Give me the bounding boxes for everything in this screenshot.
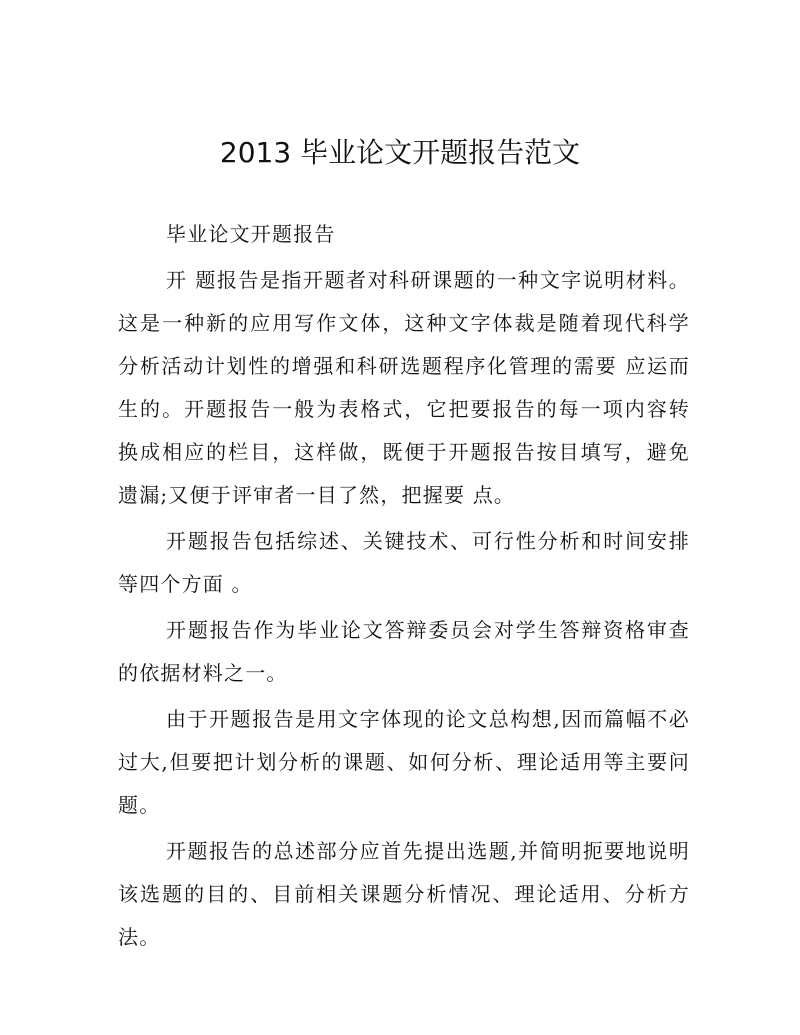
paragraph-definition: 开 题报告是指开题者对科研课题的一种文字说明材料。这是一种新的应用写作文体，这种文字体裁是随着现代科学分析活动计划性的增强和科研选题程序化管理的需要 应运而生的。开题报告一般为表格式，它把要报告的每一项内容转换成相应的栏目，这样做，既便于开题报告按目填写，避免遗漏;又便于评审者一目了然，把握要 点。 xyxy=(118,268,690,507)
paragraph-purpose: 开题报告作为毕业论文答辩委员会对学生答辩资格审查的依据材料之一。 xyxy=(118,618,690,685)
paragraph-subheading: 毕业论文开题报告 xyxy=(166,222,336,246)
document-title: 2013 毕业论文开题报告范文 xyxy=(219,136,581,169)
paragraph-contents: 开题报告包括综述、关键技术、可行性分析和时间安排等四个方面 。 xyxy=(118,529,690,596)
paragraph-summary: 开题报告的总述部分应首先提出选题,并简明扼要地说明该选题的目的、目前相关课题分析情况、理论适用、分析方法。 xyxy=(118,839,690,949)
document-body xyxy=(118,213,690,962)
paragraph-length: 由于开题报告是用文字体现的论文总构想,因而篇幅不必过大,但要把计划分析的课题、如何分析、理论适用等主要问题。 xyxy=(118,707,690,817)
